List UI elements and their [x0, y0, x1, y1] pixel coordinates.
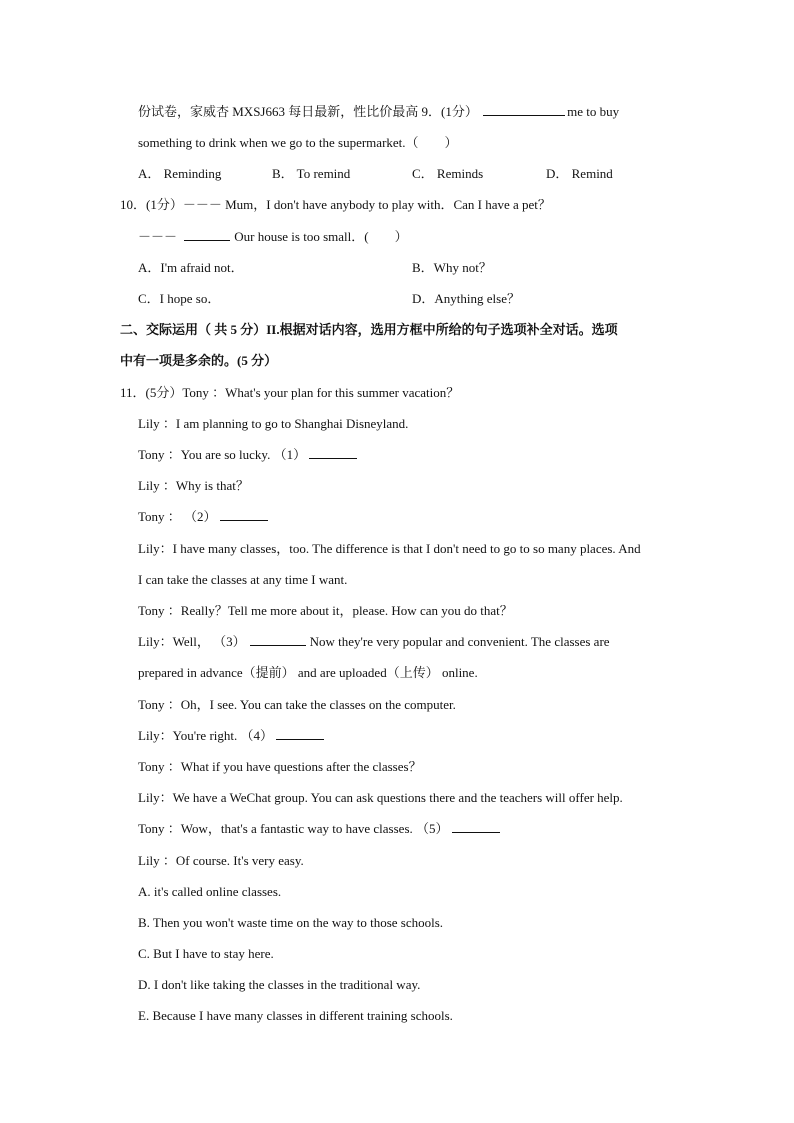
- q9-tail: me to buy: [567, 104, 620, 119]
- dialogue-text: Tony ：Wow，that's a fantastic way to have classes. （5）: [138, 821, 449, 836]
- dialogue-line-2: [138, 446, 357, 464]
- choice-c: C. But I have to stay here.: [138, 946, 274, 961]
- dialogue-line-5: Lily：I have many classes，too. The difference is that I don't need to go to so many places. And: [138, 541, 641, 556]
- choice-e: E. Because I have many classes in different training schools.: [138, 1008, 453, 1023]
- q9-answer-blank[interactable]: [483, 103, 565, 116]
- q10-option-c[interactable]: C．I hope so．: [138, 291, 221, 306]
- choice-d: D. I don't like taking the classes in the traditional way.: [138, 977, 421, 992]
- q10-dashes: －－－: [138, 229, 178, 244]
- dialogue-line-3: Lily ：Why is that？: [138, 478, 249, 493]
- q10-option-a[interactable]: A．I'm afraid not．: [138, 260, 244, 275]
- q10-option-b[interactable]: B．Why not？: [412, 260, 492, 275]
- q10-stem-line2: [138, 228, 408, 246]
- blank-2[interactable]: [220, 508, 268, 521]
- dialogue-line-8: [138, 633, 610, 651]
- q10-suffix: Our house is too small．( ）: [234, 229, 408, 244]
- dialogue-line-7: Tony ：Really？Tell me more about it，please. How can you do that？: [138, 603, 513, 618]
- q9-stem-line2: something to drink when we go to the supermarket.（ ）: [138, 135, 458, 150]
- blank-3[interactable]: [250, 633, 306, 646]
- dialogue-line-4: [138, 508, 268, 526]
- blank-5[interactable]: [452, 820, 500, 833]
- dialogue-line-13: Lily：We have a WeChat group. You can ask questions there and the teachers will offer help.: [138, 790, 623, 805]
- dialogue-text: Lily：You're right. （4）: [138, 728, 273, 743]
- q9-option-c[interactable]: C． Reminds: [412, 166, 484, 181]
- q9-option-a[interactable]: A． Reminding: [138, 166, 222, 181]
- dialogue-line-6: I can take the classes at any time I want.: [138, 572, 348, 587]
- dialogue-line-14: [138, 820, 500, 838]
- q10-stem-line1: 10．(1分）－－－ Mum，I don't have anybody to play with．Can I have a pet？: [120, 197, 551, 212]
- section2-heading-line1: 二、交际运用（ 共 5 分）II.根据对话内容，选用方框中所给的句子选项补全对话。选项: [120, 322, 618, 337]
- q9-option-b[interactable]: B． To remind: [272, 166, 351, 181]
- dialogue-line-1: Lily ：I am planning to go to Shanghai Disneyland.: [138, 416, 409, 431]
- q9-option-d[interactable]: D． Remind: [546, 166, 613, 181]
- choice-a: A. it's called online classes.: [138, 884, 282, 899]
- q10-option-d[interactable]: D．Anything else？: [412, 291, 520, 306]
- dialogue-line-9: prepared in advance（提前） and are uploaded（上传） online.: [138, 665, 478, 680]
- dialogue-text: Lily：Well， （3）: [138, 634, 246, 649]
- choice-b: B. Then you won't waste time on the way to those schools.: [138, 915, 444, 930]
- dialogue-text-after: Now they're very popular and convenient. The classes are: [309, 634, 610, 649]
- dialogue-text: Tony ：You are so lucky. （1）: [138, 447, 307, 462]
- blank-4[interactable]: [276, 727, 324, 740]
- dialogue-line-10: Tony ：Oh，I see. You can take the classes on the computer.: [138, 697, 456, 712]
- blank-1[interactable]: [309, 446, 357, 459]
- dialogue-line-15: Lily ：Of course. It's very easy.: [138, 853, 304, 868]
- section2-heading-line2: 中有一项是多余的。(5 分）: [120, 353, 278, 368]
- q10-answer-blank[interactable]: [184, 228, 230, 241]
- q9-prefix: 份试卷，家威杏 MXSJ663 每日最新，性比价最高 9．(1分）: [138, 104, 478, 119]
- dialogue-line-11: [138, 727, 324, 745]
- dialogue-text: Tony ： （2）: [138, 509, 217, 524]
- dialogue-line-12: Tony ：What if you have questions after the classes？: [138, 759, 422, 774]
- q11-header: 11．(5分）Tony ：What's your plan for this summer vacation？: [120, 385, 460, 400]
- q9-stem-line1: [138, 103, 619, 121]
